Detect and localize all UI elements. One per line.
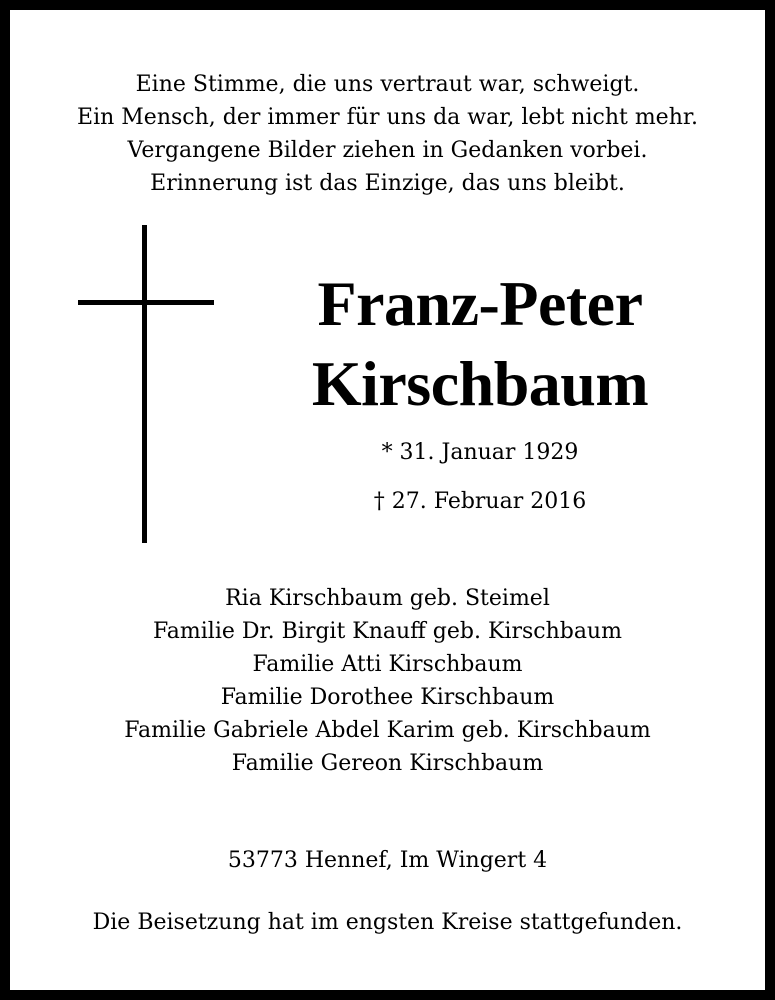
mourner-item: Familie Dr. Birgit Knauff geb. Kirschbaum (153, 619, 622, 644)
mourner-item: Familie Gabriele Abdel Karim geb. Kirschbaum (124, 718, 651, 743)
cross-vertical-bar (142, 225, 147, 543)
cross-horizontal-bar (78, 300, 214, 305)
poem-line: Eine Stimme, die uns vertraut war, schweigt. (135, 72, 640, 97)
mourner-item: Familie Dorothee Kirschbaum (220, 685, 555, 710)
death-date: † 27. Februar 2016 (373, 489, 587, 514)
poem-line: Vergangene Bilder ziehen in Gedanken vorbei. (127, 138, 648, 163)
poem-line: Erinnerung ist das Einzige, das uns bleibt. (150, 171, 625, 196)
poem (50, 68, 725, 200)
mourner-item: Ria Kirschbaum geb. Steimel (225, 586, 550, 611)
deceased-last-name: Kirschbaum (311, 348, 649, 419)
birth-date: * 31. Januar 1929 (381, 440, 579, 465)
mourners-list (50, 582, 725, 780)
mourner-item: Familie Gereon Kirschbaum (231, 751, 544, 776)
poem-line: Ein Mensch, der immer für uns da war, lebt nicht mehr. (77, 105, 698, 130)
mourner-item: Familie Atti Kirschbaum (252, 652, 523, 677)
deceased-first-name: Franz-Peter (317, 268, 643, 339)
address: 53773 Hennef, Im Wingert 4 (227, 848, 548, 873)
burial-notice: Die Beisetzung hat im engsten Kreise stattgefunden. (92, 910, 683, 935)
